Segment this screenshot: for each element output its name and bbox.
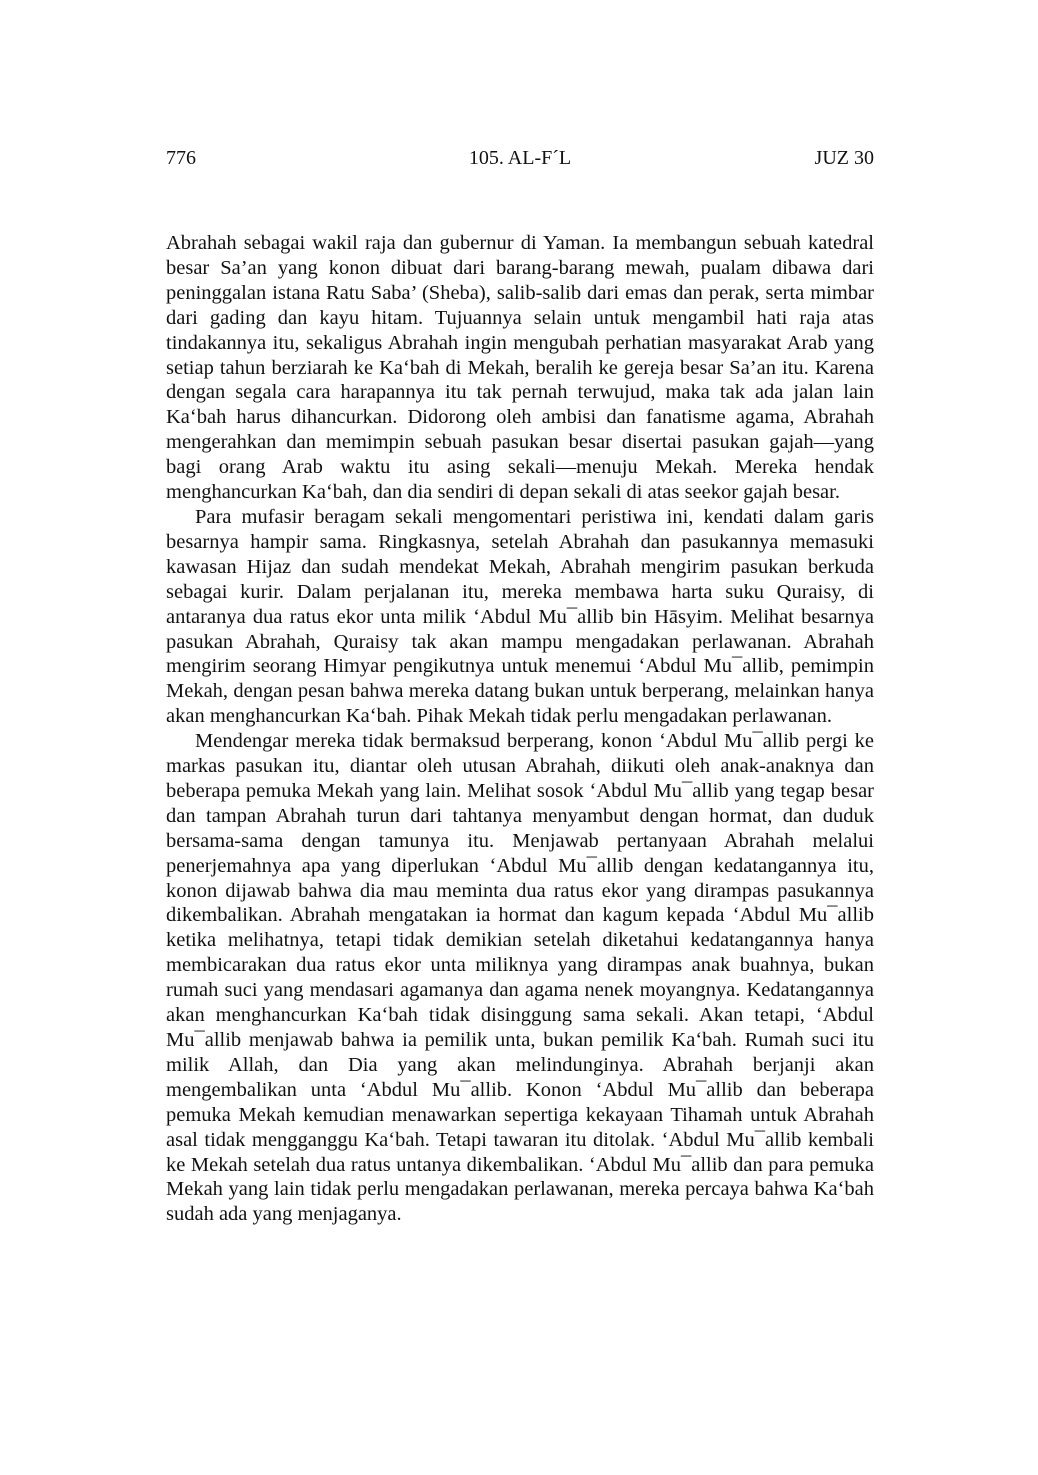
paragraph-3: Mendengar mereka tidak bermaksud berperang, konon ‘Abdul Mu¯allib pergi ke markas pasukan itu, diantar oleh utusan Abrahah, diikuti oleh anak-anaknya dan beberapa pemuka Mekah yang lain. Melihat sosok ‘Abdul Mu¯allib yang tegap besar dan tampan Abrahah turun dari tahtanya menyambut dengan hormat, dan duduk bersama-sama dengan tamunya itu. Menjawab pertanyaan Abrahah melalui penerjemahnya apa yang diperlukan ‘Abdul Mu¯allib dengan kedatangannya itu, konon dijawab bahwa dia mau meminta dua ratus ekor yang dirampas pasukannya dikembalikan. Abrahah mengatakan ia hormat dan kagum kepada ‘Abdul Mu¯allib ketika melihatnya, tetapi tidak demikian setelah diketahui kedatangannya hanya membicarakan dua ratus ekor unta miliknya yang dirampas anak buahnya, bukan rumah suci yang mendasari agamanya dan agama nenek moyangnya. Kedatangannya akan menghancurkan Ka‘bah tidak disinggung sama sekali. Akan tetapi, ‘Abdul Mu¯allib menjawab bahwa ia pemilik unta, bukan pemilik Ka‘bah. Rumah suci itu milik Allah, dan Dia yang akan melindunginya. Abrahah berjanji akan mengembalikan unta ‘Abdul Mu¯allib. Konon ‘Abdul Mu¯allib dan beberapa pemuka Mekah kemudian menawarkan sepertiga kekayaan Tihamah untuk Abrahah asal tidak mengganggu Ka‘bah. Tetapi tawaran itu ditolak. ‘Abdul Mu¯allib kembali ke Mekah setelah dua ratus untanya dikembalikan. ‘Abdul Mu¯allib dan para pemuka Mekah yang lain tidak perlu mengadakan perlawanan, mereka percaya bahwa Ka‘bah sudah ada yang menjaganya. bbox=[166, 730, 874, 1226]
juz-label: JUZ 30 bbox=[814, 147, 874, 169]
body-text bbox=[166, 231, 874, 1227]
paragraph-1: Abrahah sebagai wakil raja dan gubernur di Yaman. Ia membangun sebuah katedral besar Sa’an yang konon dibuat dari barang-barang mewah, pualam dibawa dari peninggalan istana Ratu Saba’ (Sheba), salib-salib dari emas dan perak, serta mimbar dari gading dan kayu hitam. Tujuannya selain untuk mengambil hati raja atas tindakannya itu, sekaligus Abrahah ingin mengubah perhatian masyarakat Arab yang setiap tahun berziarah ke Ka‘bah di Mekah, beralih ke gereja besar Sa’an itu. Karena dengan segala cara harapannya itu tak pernah terwujud, maka tak ada jalan lain Ka‘bah harus dihancurkan. Didorong oleh ambisi dan fanatisme agama, Abrahah mengerahkan dan memimpin sebuah pasukan besar disertai pasukan gajah—yang bagi orang Arab waktu itu asing sekali—menuju Mekah. Mereka hendak menghancurkan Ka‘bah, dan dia sendiri di depan sekali di atas seekor gajah besar. bbox=[166, 232, 874, 504]
page-number: 776 bbox=[166, 147, 196, 169]
running-header bbox=[166, 143, 874, 173]
book-page bbox=[166, 0, 874, 1475]
chapter-title: 105. AL-F´L bbox=[468, 147, 572, 169]
paragraph-2: Para mufasir beragam sekali mengomentari peristiwa ini, kendati dalam garis besarnya hampir sama. Ringkasnya, setelah Abrahah dan pasukannya memasuki kawasan Hijaz dan sudah mendekat Mekah, Abrahah mengirim pasukan berkuda sebagai kurir. Dalam perjalanan itu, mereka membawa harta suku Quraisy, di antaranya dua ratus ekor unta milik ‘Abdul Mu¯allib bin Hāsyim. Melihat besarnya pasukan Abrahah, Quraisy tak akan mampu mengadakan perlawanan. Abrahah mengirim seorang Himyar pengikutnya untuk menemui ‘Abdul Mu¯allib, pemimpin Mekah, dengan pesan bahwa mereka datang bukan untuk berperang, melainkan hanya akan menghancurkan Ka‘bah. Pihak Mekah tidak perlu mengadakan perlawanan. bbox=[166, 505, 874, 728]
